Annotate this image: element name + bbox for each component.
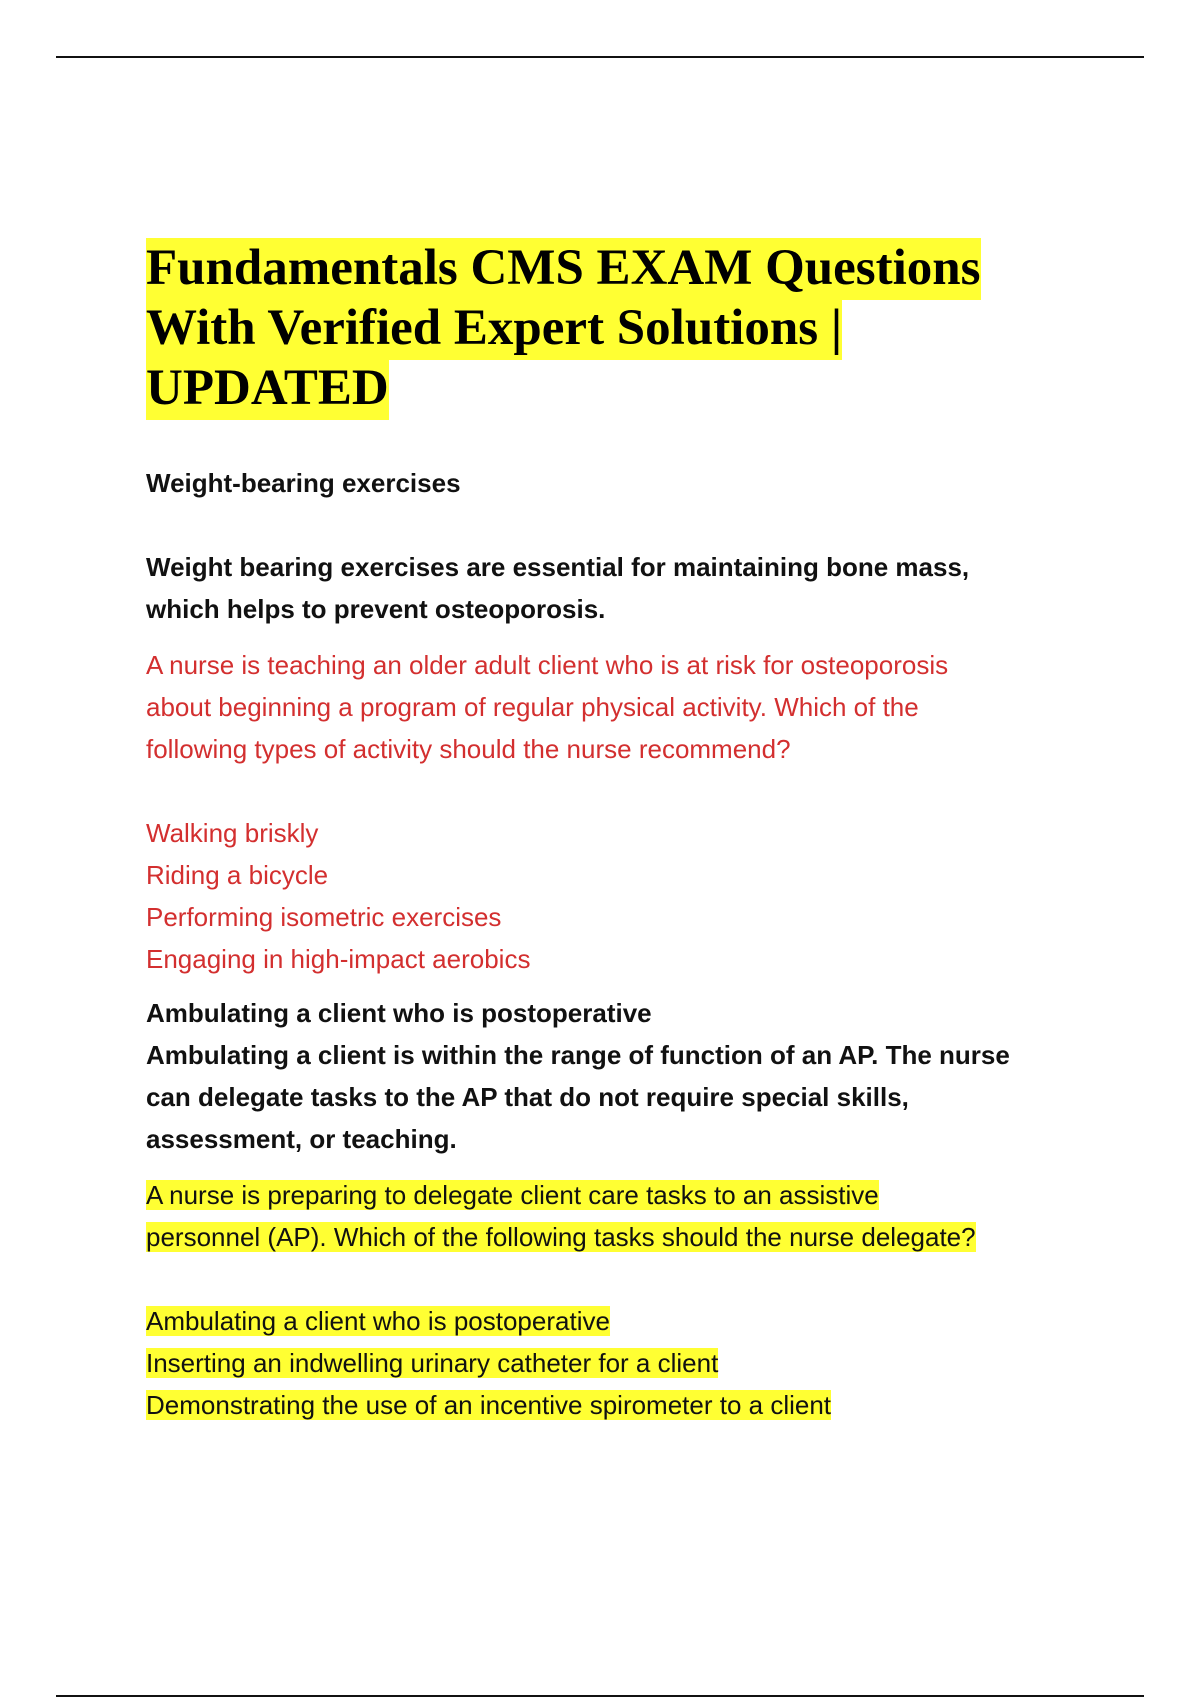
q2-question bbox=[146, 1174, 1106, 1258]
top-rule bbox=[56, 56, 1144, 58]
q2-option: Demonstrating the use of an incentive spirometer to a client bbox=[146, 1390, 832, 1420]
document-title bbox=[146, 238, 1046, 418]
q2-option: Ambulating a client who is postoperative bbox=[146, 1306, 610, 1336]
q1-question bbox=[146, 644, 1106, 770]
q1-answer-line-2: which helps to prevent osteoporosis. bbox=[146, 594, 606, 624]
q2-answer-line-2: can delegate tasks to the AP that do not require special skills, bbox=[146, 1082, 909, 1112]
q1-question-line-1: A nurse is teaching an older adult client who is at risk for osteoporosis bbox=[146, 650, 949, 680]
q2-answer-line-1: Ambulating a client is within the range of function of an AP. The nurse bbox=[146, 1040, 1010, 1070]
title-line-1: Fundamentals CMS EXAM Questions bbox=[146, 238, 981, 300]
q2-options bbox=[146, 1300, 1106, 1426]
q2-question-line-2: personnel (AP). Which of the following tasks should the nurse delegate? bbox=[146, 1222, 976, 1252]
q1-option: Performing isometric exercises bbox=[146, 902, 502, 932]
q2-question-line-1: A nurse is preparing to delegate client care tasks to an assistive bbox=[146, 1180, 879, 1210]
q1-option: Riding a bicycle bbox=[146, 860, 329, 890]
q1-options bbox=[146, 812, 1106, 980]
q1-answer-line-1: Weight bearing exercises are essential for maintaining bone mass, bbox=[146, 552, 970, 582]
q1-option: Walking briskly bbox=[146, 818, 319, 848]
q1-answer bbox=[146, 546, 1106, 630]
q2-answer-line-3: assessment, or teaching. bbox=[146, 1124, 457, 1154]
bottom-rule bbox=[56, 1695, 1144, 1697]
q1-topic: Weight-bearing exercises bbox=[146, 468, 461, 498]
q1-question-line-2: about beginning a program of regular physical activity. Which of the bbox=[146, 692, 919, 722]
q2-option: Inserting an indwelling urinary catheter for a client bbox=[146, 1348, 719, 1378]
document-content bbox=[146, 238, 1106, 1426]
title-line-3: UPDATED bbox=[146, 358, 389, 420]
q1-question-line-3: following types of activity should the nurse recommend? bbox=[146, 734, 791, 764]
q2-answer bbox=[146, 992, 1106, 1160]
title-line-2: With Verified Expert Solutions | bbox=[146, 298, 842, 360]
q1-option: Engaging in high-impact aerobics bbox=[146, 944, 531, 974]
q2-topic: Ambulating a client who is postoperative bbox=[146, 998, 652, 1028]
